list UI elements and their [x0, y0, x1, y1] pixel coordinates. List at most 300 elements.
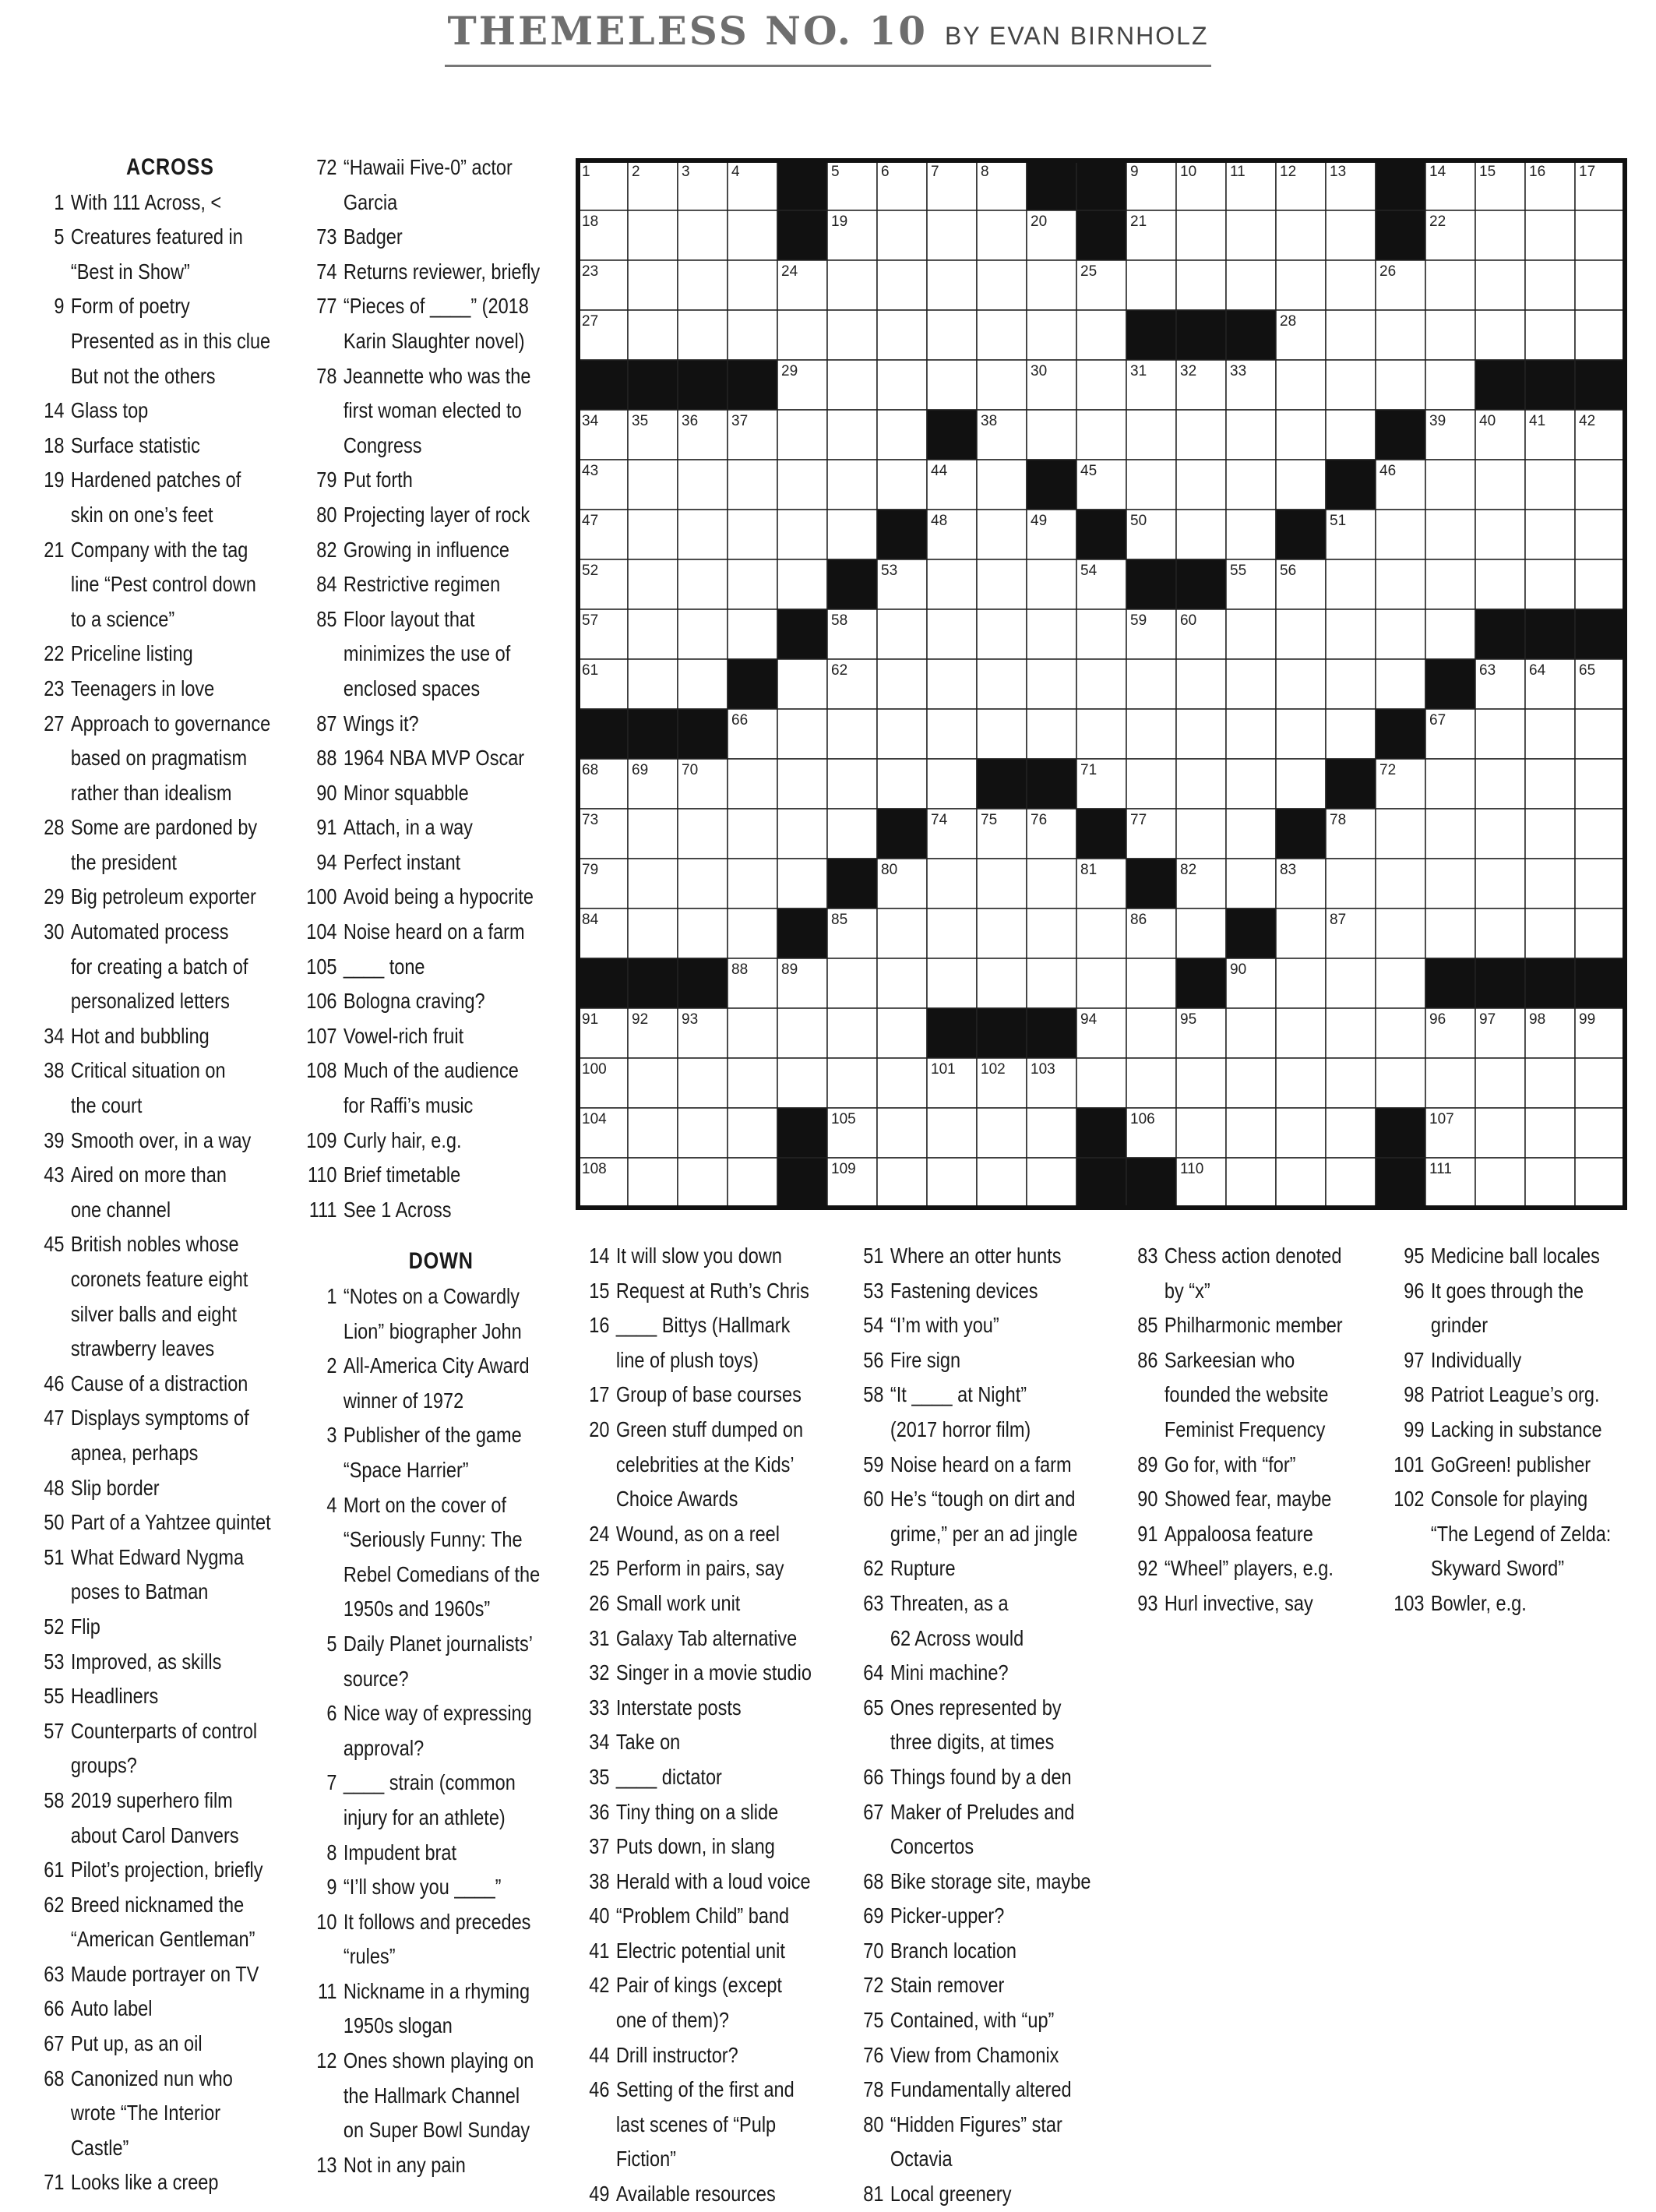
grid-cell[interactable] — [678, 1158, 728, 1208]
grid-cell[interactable] — [877, 659, 927, 709]
grid-cell[interactable] — [1076, 410, 1126, 460]
clue-number: 107 — [306, 1023, 337, 1048]
grid-cell[interactable] — [927, 210, 977, 260]
grid-cell[interactable] — [1475, 310, 1525, 360]
clue-text: Patriot League’s org. — [1430, 1382, 1600, 1407]
grid-cell[interactable] — [877, 958, 927, 1008]
grid-cell[interactable] — [678, 908, 728, 958]
grid-cell[interactable] — [877, 210, 927, 260]
grid-cell[interactable] — [1525, 1108, 1575, 1158]
grid-cell[interactable] — [927, 310, 977, 360]
grid-cell[interactable] — [877, 260, 927, 310]
grid-cell[interactable] — [1575, 809, 1625, 859]
grid-cell[interactable] — [1525, 310, 1575, 360]
across-clues-column-2 — [290, 150, 540, 2182]
grid-cell[interactable] — [1575, 460, 1625, 510]
grid-cell[interactable] — [1525, 260, 1575, 310]
grid-cell[interactable] — [827, 510, 877, 559]
grid-cell[interactable] — [1276, 709, 1326, 759]
grid-cell[interactable] — [1076, 360, 1126, 410]
grid-cell[interactable] — [1376, 310, 1425, 360]
clue-text: What Edward Nygma — [70, 1544, 245, 1569]
grid-cell[interactable] — [1475, 1058, 1525, 1108]
grid-cell[interactable] — [1475, 859, 1525, 908]
grid-cell[interactable] — [1226, 659, 1276, 709]
grid-cell[interactable] — [827, 1008, 877, 1058]
grid-cell[interactable] — [1475, 709, 1525, 759]
grid-cell[interactable] — [1276, 1108, 1326, 1158]
grid-cell[interactable] — [927, 908, 977, 958]
grid-cell[interactable] — [1425, 809, 1475, 859]
grid-cell[interactable] — [1326, 360, 1376, 410]
grid-cell[interactable] — [1475, 809, 1525, 859]
clue-text: ____ Bittys (Hallmark — [615, 1313, 791, 1338]
grid-cell[interactable] — [1027, 410, 1076, 460]
grid-cell[interactable] — [728, 908, 777, 958]
grid-cell[interactable] — [877, 609, 927, 659]
grid-cell[interactable] — [1376, 609, 1425, 659]
grid-cell[interactable] — [1027, 859, 1076, 908]
grid-cell[interactable] — [777, 559, 827, 609]
grid-cell[interactable] — [728, 609, 777, 659]
grid-cell[interactable] — [1226, 809, 1276, 859]
grid-cell[interactable] — [977, 609, 1027, 659]
grid-cell[interactable] — [1326, 410, 1376, 460]
grid-cell[interactable] — [977, 1158, 1027, 1208]
grid-cell[interactable] — [877, 1158, 927, 1208]
grid-cell[interactable] — [678, 1058, 728, 1108]
grid-cell[interactable] — [777, 659, 827, 709]
grid-cell[interactable] — [1425, 310, 1475, 360]
grid-cell[interactable] — [1326, 559, 1376, 609]
grid-cell[interactable] — [728, 460, 777, 510]
grid-cell[interactable] — [1525, 759, 1575, 809]
grid-cell[interactable] — [1276, 958, 1326, 1008]
grid-cell[interactable] — [1176, 510, 1226, 559]
grid-cell[interactable] — [678, 1108, 728, 1158]
grid-cell[interactable] — [1027, 559, 1076, 609]
grid-cell[interactable] — [777, 759, 827, 809]
grid-cell[interactable] — [1425, 559, 1475, 609]
grid-cell[interactable] — [1076, 659, 1126, 709]
grid-cell[interactable] — [1126, 1008, 1176, 1058]
grid-cell[interactable] — [1376, 360, 1425, 410]
crossword-grid[interactable] — [573, 156, 1637, 1220]
clue-line — [290, 324, 540, 359]
grid-cell[interactable] — [1076, 310, 1126, 360]
grid-cell[interactable] — [1126, 709, 1176, 759]
grid-cell[interactable] — [1076, 908, 1126, 958]
grid-cell[interactable] — [877, 759, 927, 809]
grid-cell[interactable] — [628, 809, 678, 859]
grid-cell[interactable] — [1276, 1158, 1326, 1208]
grid-cell[interactable] — [1475, 210, 1525, 260]
grid-cell[interactable] — [1376, 809, 1425, 859]
clue-text: groups? — [70, 1753, 137, 1778]
grid-cell[interactable] — [877, 310, 927, 360]
grid-cell[interactable] — [1126, 759, 1176, 809]
grid-cell[interactable] — [1326, 260, 1376, 310]
grid-cell[interactable] — [728, 809, 777, 859]
grid-cell[interactable] — [927, 859, 977, 908]
grid-cell[interactable] — [1226, 1058, 1276, 1108]
grid-cell[interactable] — [1027, 659, 1076, 709]
clue-number: 49 — [589, 2182, 610, 2207]
grid-cell[interactable] — [628, 859, 678, 908]
grid-cell[interactable] — [927, 759, 977, 809]
grid-cell[interactable] — [1226, 609, 1276, 659]
grid-cell[interactable] — [678, 859, 728, 908]
clue-line — [837, 1378, 1090, 1413]
grid-cell[interactable] — [628, 1058, 678, 1108]
clue-number: 28 — [44, 815, 65, 840]
clue-text: rather than idealism — [70, 780, 232, 805]
grid-cell[interactable] — [1376, 859, 1425, 908]
grid-cell[interactable] — [877, 460, 927, 510]
grid-cell[interactable] — [1176, 460, 1226, 510]
grid-cell[interactable] — [1425, 1058, 1475, 1108]
grid-cell[interactable] — [977, 958, 1027, 1008]
grid-cell[interactable] — [1226, 410, 1276, 460]
grid-cell[interactable] — [1126, 659, 1176, 709]
black-square — [977, 759, 1027, 809]
clue-number: 14 — [589, 1244, 610, 1268]
grid-cell[interactable] — [977, 859, 1027, 908]
clue-line — [17, 1088, 271, 1124]
grid-cell[interactable] — [977, 1108, 1027, 1158]
grid-cell[interactable] — [1475, 510, 1525, 559]
grid-cell[interactable] — [1226, 260, 1276, 310]
grid-cell[interactable] — [1226, 859, 1276, 908]
grid-cell[interactable] — [728, 1108, 777, 1158]
grid-cell[interactable] — [1126, 260, 1176, 310]
clue-line — [837, 1829, 1090, 1865]
cell-number: 18 — [582, 213, 599, 230]
grid-cell[interactable] — [728, 210, 777, 260]
grid-cell[interactable] — [628, 460, 678, 510]
clue-text: Ones represented by — [890, 1695, 1062, 1720]
grid-cell[interactable] — [1475, 1158, 1525, 1208]
grid-cell[interactable] — [1376, 659, 1425, 709]
grid-cell[interactable] — [1226, 510, 1276, 559]
grid-cell[interactable] — [1276, 659, 1326, 709]
grid-cell[interactable] — [977, 908, 1027, 958]
grid-cell[interactable] — [927, 1158, 977, 1208]
grid-cell[interactable] — [728, 1058, 777, 1108]
grid-cell[interactable] — [1525, 809, 1575, 859]
grid-cell[interactable] — [1226, 460, 1276, 510]
grid-cell[interactable] — [877, 908, 927, 958]
grid-cell[interactable] — [877, 1108, 927, 1158]
grid-cell[interactable] — [777, 1058, 827, 1108]
cell-number: 62 — [831, 662, 848, 679]
grid-cell[interactable] — [1425, 908, 1475, 958]
grid-cell[interactable] — [628, 609, 678, 659]
grid-cell[interactable] — [628, 510, 678, 559]
clue-text: Hardened patches of — [70, 467, 241, 492]
grid-cell[interactable] — [1076, 709, 1126, 759]
grid-cell[interactable] — [1176, 1108, 1226, 1158]
grid-cell[interactable] — [728, 1158, 777, 1208]
clue-number: 66 — [863, 1764, 884, 1789]
grid-cell[interactable] — [1226, 759, 1276, 809]
cell-number: 23 — [582, 263, 599, 280]
grid-cell[interactable] — [1575, 510, 1625, 559]
grid-cell[interactable] — [1176, 410, 1226, 460]
grid-cell[interactable] — [1475, 1108, 1525, 1158]
grid-cell[interactable] — [1376, 510, 1425, 559]
grid-cell[interactable] — [1176, 659, 1226, 709]
black-square — [1176, 310, 1226, 360]
grid-cell[interactable] — [728, 759, 777, 809]
grid-cell[interactable] — [1376, 559, 1425, 609]
grid-cell[interactable] — [1326, 1158, 1376, 1208]
grid-cell[interactable] — [977, 310, 1027, 360]
grid-cell[interactable] — [728, 859, 777, 908]
grid-cell[interactable] — [1027, 1108, 1076, 1158]
clue-number: 88 — [316, 746, 337, 771]
grid-cell[interactable] — [1176, 260, 1226, 310]
grid-cell[interactable] — [977, 210, 1027, 260]
grid-cell[interactable] — [827, 360, 877, 410]
grid-cell[interactable] — [827, 460, 877, 510]
grid-cell[interactable] — [1276, 908, 1326, 958]
grid-cell[interactable] — [877, 410, 927, 460]
grid-cell[interactable] — [1027, 709, 1076, 759]
grid-cell[interactable] — [1226, 1158, 1276, 1208]
grid-cell[interactable] — [1027, 958, 1076, 1008]
grid-cell[interactable] — [927, 360, 977, 410]
grid-cell[interactable] — [1076, 1058, 1126, 1108]
grid-cell[interactable] — [977, 659, 1027, 709]
grid-cell[interactable] — [1575, 260, 1625, 310]
grid-cell[interactable] — [1376, 1058, 1425, 1108]
grid-cell[interactable] — [1276, 1058, 1326, 1108]
grid-cell[interactable] — [777, 809, 827, 859]
grid-cell[interactable] — [777, 460, 827, 510]
grid-cell[interactable] — [927, 709, 977, 759]
grid-cell[interactable] — [1525, 908, 1575, 958]
grid-cell[interactable] — [728, 559, 777, 609]
grid-cell[interactable] — [827, 958, 877, 1008]
grid-cell[interactable] — [977, 360, 1027, 410]
grid-cell[interactable] — [1376, 958, 1425, 1008]
grid-cell[interactable] — [1326, 310, 1376, 360]
grid-cell[interactable] — [827, 260, 877, 310]
grid-cell[interactable] — [1276, 410, 1326, 460]
grid-cell[interactable] — [628, 559, 678, 609]
grid-cell[interactable] — [777, 410, 827, 460]
grid-cell[interactable] — [1076, 609, 1126, 659]
grid-cell[interactable] — [1575, 1058, 1625, 1108]
grid-cell[interactable] — [1575, 1108, 1625, 1158]
grid-cell[interactable] — [728, 1008, 777, 1058]
grid-cell[interactable] — [1475, 559, 1525, 609]
grid-cell[interactable] — [1425, 260, 1475, 310]
grid-cell[interactable] — [1326, 659, 1376, 709]
grid-cell[interactable] — [927, 659, 977, 709]
grid-cell[interactable] — [1126, 958, 1176, 1008]
grid-cell[interactable] — [678, 460, 728, 510]
grid-cell[interactable] — [1425, 460, 1475, 510]
grid-cell[interactable] — [1425, 759, 1475, 809]
grid-cell[interactable] — [1525, 1058, 1575, 1108]
grid-cell[interactable] — [827, 310, 877, 360]
grid-cell[interactable] — [877, 360, 927, 410]
grid-cell[interactable] — [1276, 210, 1326, 260]
grid-cell[interactable] — [1425, 609, 1475, 659]
grid-cell[interactable] — [1575, 559, 1625, 609]
grid-cell[interactable] — [977, 260, 1027, 310]
grid-cell[interactable] — [977, 460, 1027, 510]
grid-cell[interactable] — [628, 1108, 678, 1158]
grid-cell[interactable] — [678, 809, 728, 859]
grid-cell[interactable] — [1575, 310, 1625, 360]
grid-cell[interactable] — [1575, 759, 1625, 809]
cell-number: 19 — [831, 213, 848, 230]
grid-cell[interactable] — [1575, 859, 1625, 908]
clue-number: 1 — [54, 189, 65, 214]
grid-cell[interactable] — [1326, 1008, 1376, 1058]
grid-cell[interactable] — [877, 1058, 927, 1108]
clue-number: 76 — [863, 2042, 884, 2067]
grid-cell[interactable] — [1425, 859, 1475, 908]
grid-cell[interactable] — [877, 1008, 927, 1058]
grid-cell[interactable] — [777, 709, 827, 759]
grid-cell[interactable] — [1126, 410, 1176, 460]
grid-cell[interactable] — [877, 709, 927, 759]
grid-cell[interactable] — [827, 1058, 877, 1108]
grid-cell[interactable] — [1276, 260, 1326, 310]
grid-cell[interactable] — [728, 260, 777, 310]
grid-cell[interactable] — [1575, 1158, 1625, 1208]
grid-cell[interactable] — [1276, 759, 1326, 809]
grid-cell[interactable] — [777, 310, 827, 360]
grid-cell[interactable] — [1276, 609, 1326, 659]
grid-cell[interactable] — [927, 1108, 977, 1158]
grid-cell[interactable] — [728, 510, 777, 559]
grid-cell[interactable] — [1076, 958, 1126, 1008]
grid-cell[interactable] — [1425, 510, 1475, 559]
grid-cell[interactable] — [1176, 709, 1226, 759]
grid-cell[interactable] — [1027, 260, 1076, 310]
grid-cell[interactable] — [678, 310, 728, 360]
clue-line — [837, 1760, 1090, 1795]
grid-cell[interactable] — [977, 510, 1027, 559]
grid-cell[interactable] — [1525, 859, 1575, 908]
clue-line — [17, 672, 271, 707]
black-square — [777, 161, 827, 210]
grid-cell[interactable] — [628, 260, 678, 310]
grid-cell[interactable] — [678, 559, 728, 609]
grid-cell[interactable] — [1326, 210, 1376, 260]
grid-cell[interactable] — [777, 1008, 827, 1058]
grid-cell[interactable] — [1575, 709, 1625, 759]
clue-number: 103 — [1394, 1590, 1425, 1615]
grid-cell[interactable] — [1027, 310, 1076, 360]
grid-cell[interactable] — [1425, 360, 1475, 410]
grid-cell[interactable] — [1525, 709, 1575, 759]
grid-cell[interactable] — [678, 510, 728, 559]
grid-cell[interactable] — [1027, 908, 1076, 958]
grid-cell[interactable] — [977, 559, 1027, 609]
grid-cell[interactable] — [1326, 958, 1376, 1008]
grid-cell[interactable] — [1326, 609, 1376, 659]
grid-cell[interactable] — [728, 310, 777, 360]
grid-cell[interactable] — [1226, 210, 1276, 260]
grid-cell[interactable] — [927, 260, 977, 310]
black-square — [777, 210, 827, 260]
grid-cell[interactable] — [1027, 1158, 1076, 1208]
grid-cell[interactable] — [1276, 1008, 1326, 1058]
grid-cell[interactable] — [1475, 260, 1525, 310]
grid-cell[interactable] — [1525, 1158, 1575, 1208]
grid-cell[interactable] — [1475, 908, 1525, 958]
grid-cell[interactable] — [628, 310, 678, 360]
grid-cell[interactable] — [1276, 460, 1326, 510]
grid-cell[interactable] — [777, 510, 827, 559]
grid-cell[interactable] — [1176, 210, 1226, 260]
grid-cell[interactable] — [827, 709, 877, 759]
grid-cell[interactable] — [1226, 1008, 1276, 1058]
grid-cell[interactable] — [927, 958, 977, 1008]
grid-cell[interactable] — [1575, 908, 1625, 958]
grid-cell[interactable] — [678, 210, 728, 260]
grid-cell[interactable] — [1276, 360, 1326, 410]
grid-cell[interactable] — [1525, 210, 1575, 260]
grid-cell[interactable] — [1326, 1108, 1376, 1158]
clue-line — [1377, 1586, 1611, 1621]
grid-cell[interactable] — [1525, 460, 1575, 510]
grid-cell[interactable] — [1326, 709, 1376, 759]
grid-cell[interactable] — [927, 559, 977, 609]
grid-cell[interactable] — [1176, 1058, 1226, 1108]
grid-cell[interactable] — [678, 260, 728, 310]
grid-cell[interactable] — [1027, 609, 1076, 659]
grid-cell[interactable] — [1525, 510, 1575, 559]
grid-cell[interactable] — [1126, 1058, 1176, 1108]
grid-cell[interactable] — [1326, 859, 1376, 908]
grid-cell[interactable] — [1176, 908, 1226, 958]
grid-cell[interactable] — [977, 709, 1027, 759]
grid-cell[interactable] — [1226, 1108, 1276, 1158]
grid-cell[interactable] — [678, 659, 728, 709]
grid-cell[interactable] — [1475, 460, 1525, 510]
grid-cell[interactable] — [678, 609, 728, 659]
grid-cell[interactable] — [1326, 1058, 1376, 1108]
across-heading: ACROSS — [125, 154, 214, 180]
grid-cell[interactable] — [1176, 809, 1226, 859]
grid-cell[interactable] — [777, 859, 827, 908]
grid-cell[interactable] — [1176, 759, 1226, 809]
grid-cell[interactable] — [1126, 460, 1176, 510]
grid-cell[interactable] — [628, 1158, 678, 1208]
grid-cell[interactable] — [1376, 908, 1425, 958]
grid-cell[interactable] — [1475, 759, 1525, 809]
grid-cell[interactable] — [827, 410, 877, 460]
grid-cell[interactable] — [827, 809, 877, 859]
grid-cell[interactable] — [927, 609, 977, 659]
grid-cell[interactable] — [628, 908, 678, 958]
grid-cell[interactable] — [1226, 709, 1276, 759]
grid-cell[interactable] — [1525, 559, 1575, 609]
grid-cell[interactable] — [1376, 1008, 1425, 1058]
cell-number: 108 — [582, 1161, 607, 1177]
grid-cell[interactable] — [1575, 210, 1625, 260]
grid-cell[interactable] — [628, 659, 678, 709]
grid-cell[interactable] — [628, 210, 678, 260]
grid-cell[interactable] — [827, 759, 877, 809]
